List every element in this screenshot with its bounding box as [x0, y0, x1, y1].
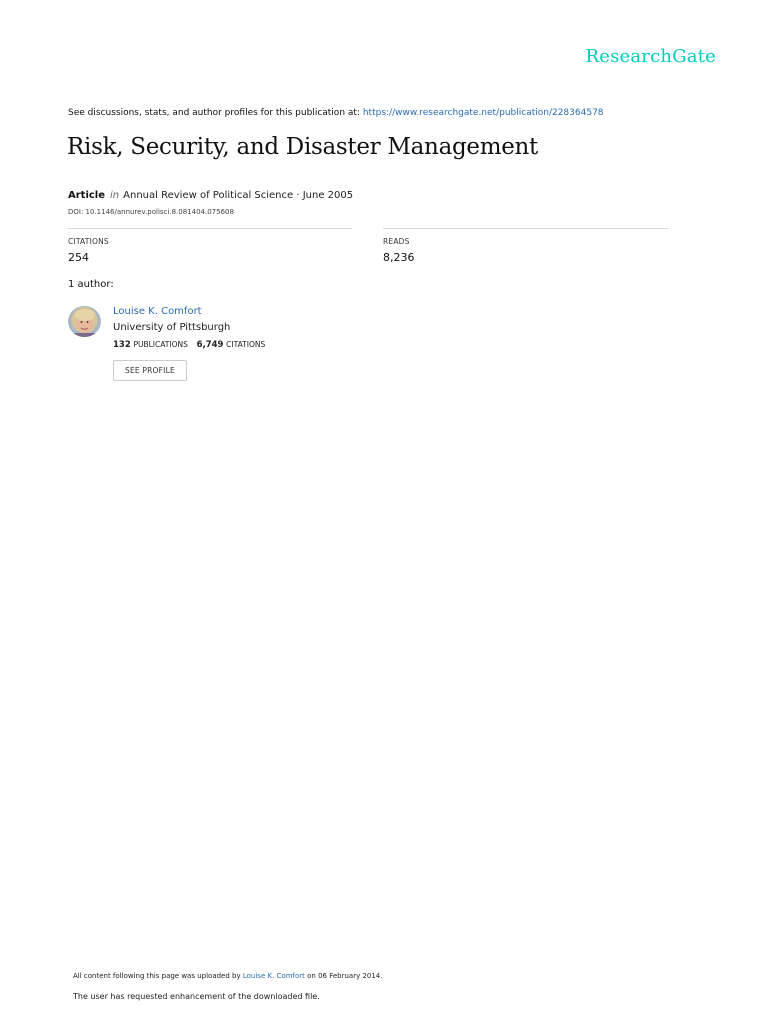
doi-line: DOI: 10.1146/annurev.polisci.8.081404.075608	[68, 208, 234, 216]
journal-date[interactable]: Annual Review of Political Science · June 2005	[123, 190, 354, 201]
author-count: 1 author:	[68, 279, 114, 290]
citations-stat	[68, 228, 352, 264]
reads-stat	[383, 228, 668, 264]
author-citations-count: 6,749	[196, 340, 224, 350]
author-publications-count: 132	[113, 340, 131, 350]
author-citations-label: CITATIONS	[226, 340, 266, 349]
author-institution: University of Pittsburgh	[113, 322, 231, 333]
author-stats	[113, 340, 265, 350]
upload-suffix: on 06 February 2014.	[307, 972, 383, 980]
author-publications-label: PUBLICATIONS	[133, 340, 188, 349]
citations-label: CITATIONS	[68, 237, 109, 246]
reads-value: 8,236	[383, 251, 415, 264]
publication-meta	[68, 190, 353, 201]
uploader-link[interactable]: Louise K. Comfort	[242, 972, 305, 980]
reads-label: READS	[383, 237, 410, 246]
see-discussions-text: See discussions, stats, and author profiles for this publication at:	[68, 108, 360, 118]
author-name-link[interactable]: Louise K. Comfort	[113, 306, 202, 317]
publication-title: Risk, Security, and Disaster Management	[67, 134, 538, 160]
see-discussions-line	[68, 108, 604, 118]
researchgate-logo[interactable]: ResearchGate	[585, 46, 716, 67]
request-note: The user has requested enhancement of the downloaded file.	[73, 992, 320, 1001]
citations-value: 254	[68, 251, 89, 264]
see-profile-button[interactable]: SEE PROFILE	[113, 360, 187, 381]
upload-prefix: All content following this page was uploaded by	[73, 972, 241, 980]
author-card	[113, 306, 265, 381]
publication-type: Article	[68, 190, 106, 201]
upload-note	[73, 972, 382, 980]
publication-url-link[interactable]: https://www.researchgate.net/publication/228364578	[362, 108, 604, 118]
author-avatar-icon[interactable]	[68, 306, 101, 337]
in-label: in	[110, 190, 120, 201]
